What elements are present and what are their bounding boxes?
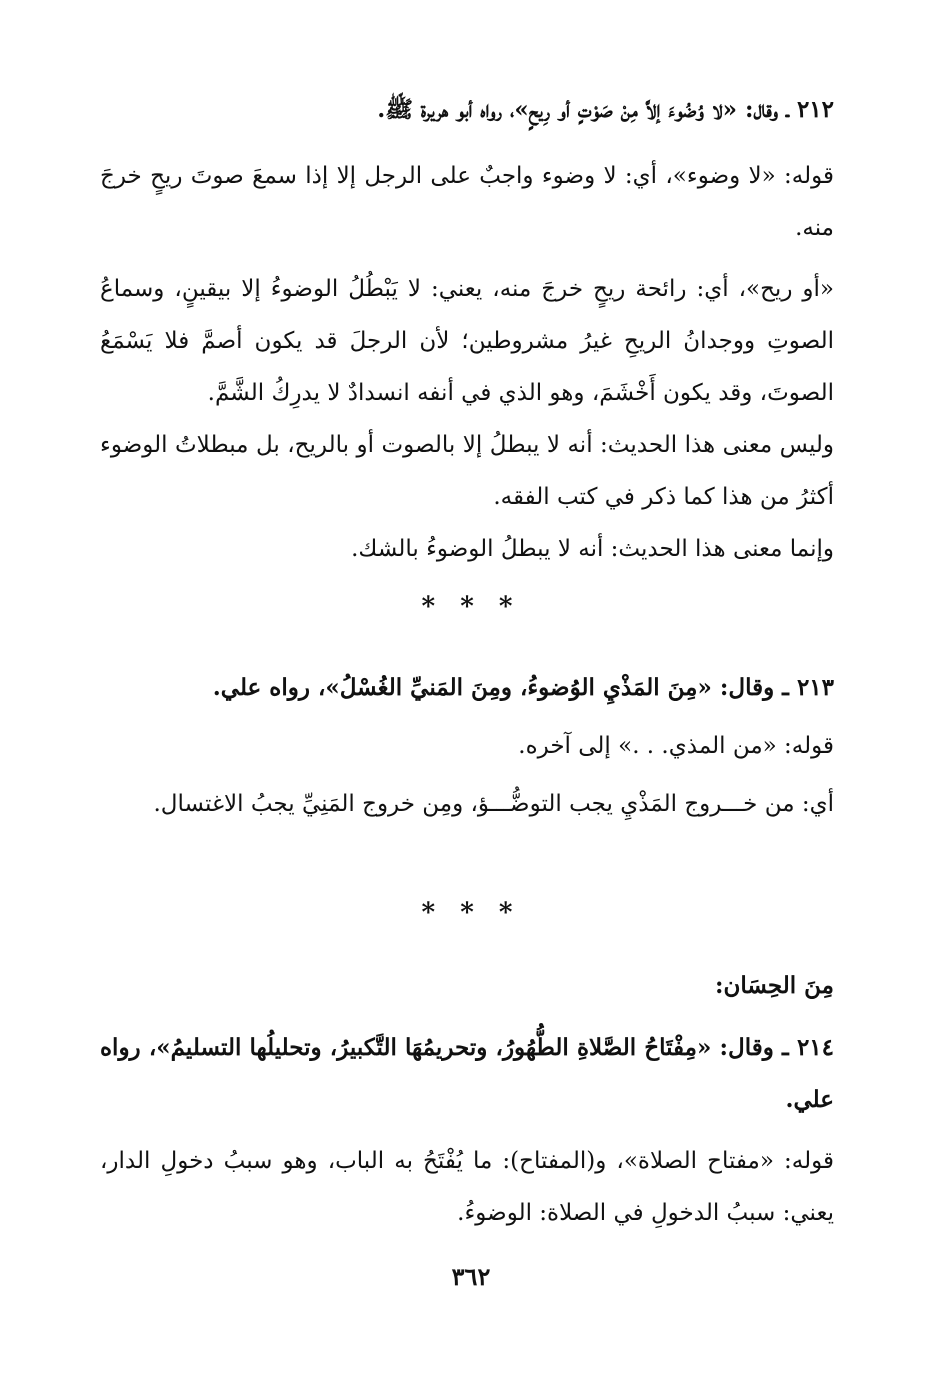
section-separator: * * * bbox=[421, 592, 521, 622]
hadith-212-commentary-2: «أو ريح»، أي: رائحة ريحٍ خرجَ منه، يعني: لا يَبْطُلُ الوضوءُ إلا بيقينٍ، وسماعُ الصوتِ ووجدانُ الريحِ غيرُ مشروطين؛ لأن الرجلَ قد يكون أصمَّ فلا يَسْمَعُ الصوتَ، وقد يكون أَخْشَمَ، وهو الذي في أنفه انسدادٌ لا يدرِكُ الشَّمَّ. bbox=[100, 276, 834, 406]
hadith-213-commentary-1: قوله: «من المذي. . .» إلى آخره. bbox=[518, 733, 834, 759]
hadith-212-commentary-3: وليس معنى هذا الحديث: أنه لا يبطلُ إلا بالصوت أو بالريح، بل مبطلاتُ الوضوء أكثرُ من هذا كما ذكر في كتب الفقه. bbox=[100, 432, 834, 510]
hadith-212-commentary-1: قوله: «لا وضوء»، أي: لا وضوء واجبٌ على الرجل إلا إذا سمعَ صوتَ ريحٍ خرجَ منه. bbox=[100, 163, 834, 241]
hadith-214-commentary-1: قوله: «مفتاح الصلاة»، و(المفتاح): ما يُفْتَحُ به الباب، وهو سببُ دخولِ الدار، يعني: سببُ الدخولِ في الصلاة: الوضوءُ. bbox=[100, 1148, 834, 1226]
hadith-213-text: ٢١٣ ـ وقال: «مِنَ المَذْيِ الوُضوءُ، ومِنَ المَنيِّ الغُسْلُ»، رواه علي. bbox=[212, 674, 834, 701]
hadith-212-text: ٢١٢ ـ وقال: «لا وُضُوءَ إلاَّ مِنْ صَوْتٍ أو رِيحٍ»، رواه أبو هريرة ﷺ. bbox=[377, 96, 834, 123]
page-number: ٣٦٢ bbox=[451, 1262, 491, 1291]
hadith-212-commentary-4: وإنما معنى هذا الحديث: أنه لا يبطلُ الوضوءُ بالشك. bbox=[351, 536, 834, 562]
hadith-213-commentary-2: أي: من خـــروج المَذْيِ يجب التوضُّـــؤ، ومِن خروج المَنِيِّ يجبُ الاغتسال. bbox=[153, 791, 834, 817]
hadith-214-text: ٢١٤ ـ وقال: «مِفْتَاحُ الصَّلاةِ الطُّهُورُ، وتحريمُهَا التَّكبيرُ، وتحليلُها التسليمُ»، رواه علي. bbox=[100, 1034, 834, 1113]
section-separator: * * * bbox=[421, 898, 521, 928]
section-heading: مِنَ الحِسَان: bbox=[715, 972, 834, 999]
